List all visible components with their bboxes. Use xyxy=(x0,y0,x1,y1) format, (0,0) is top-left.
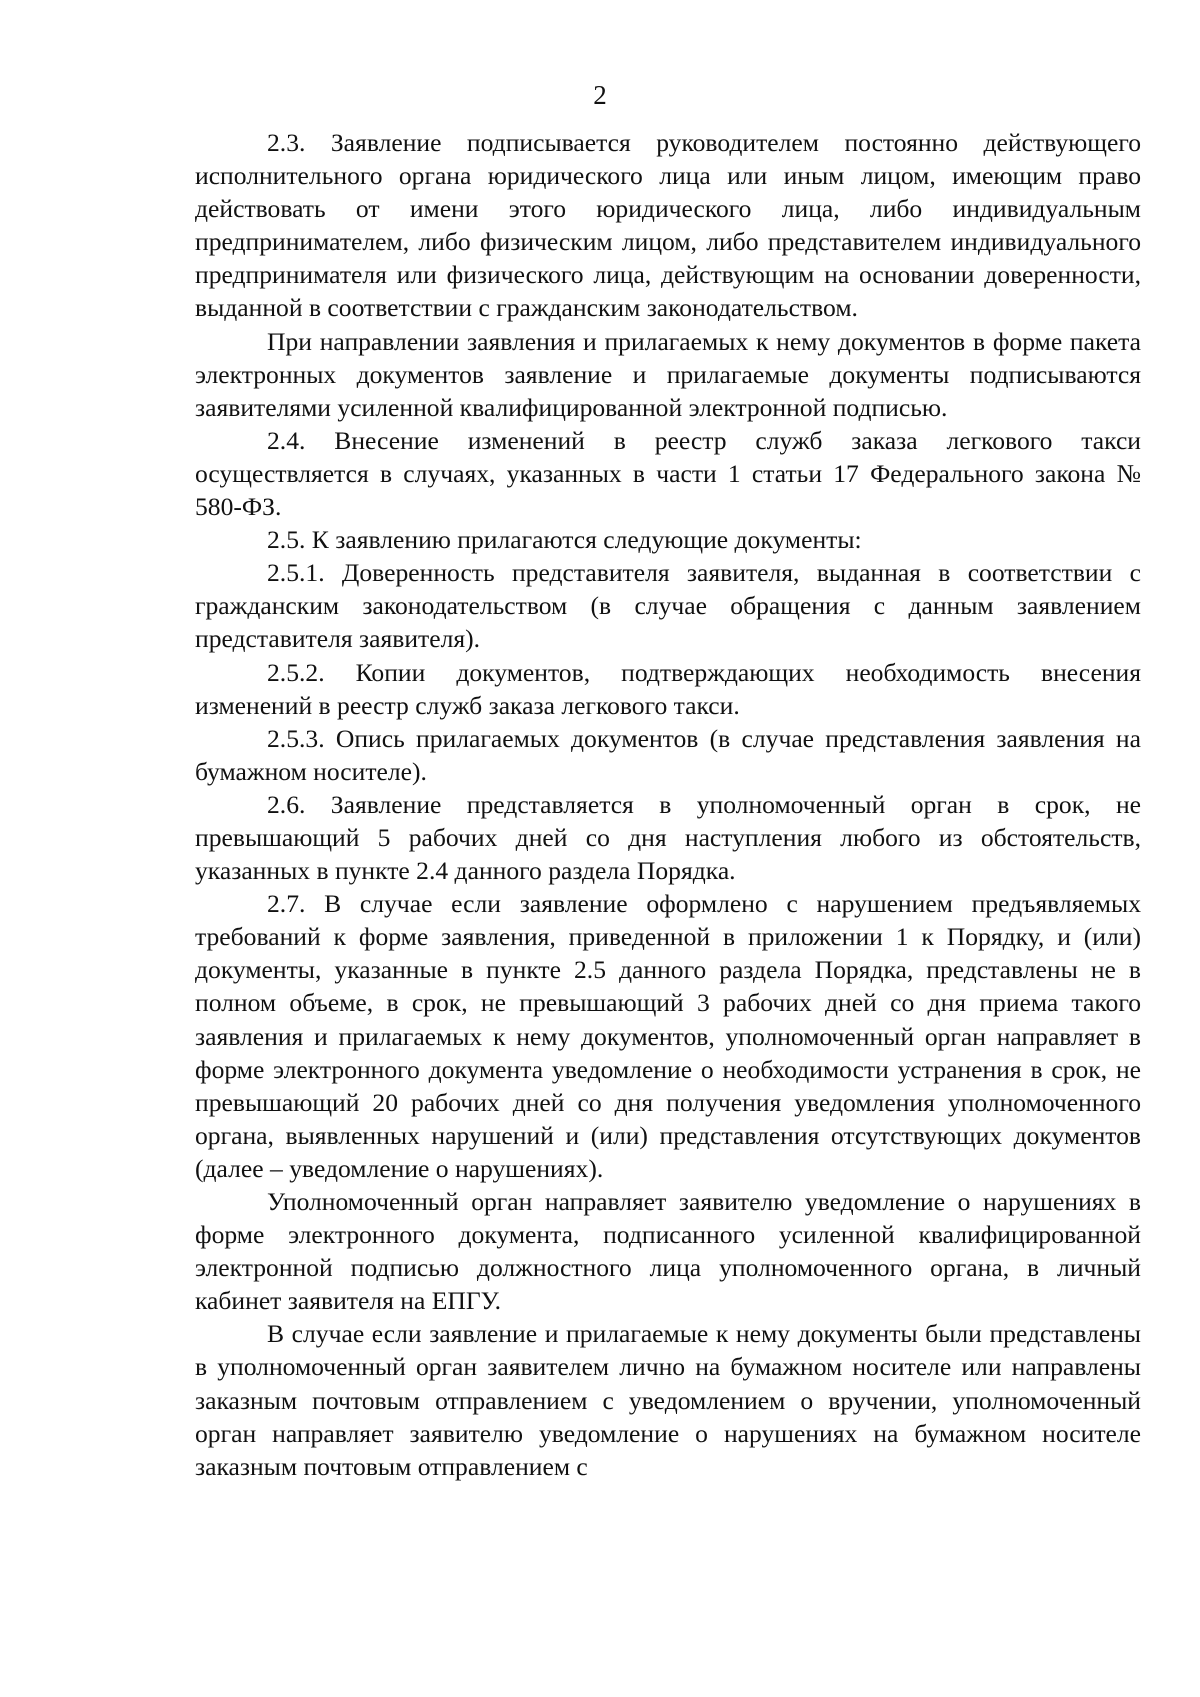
page-number: 2 xyxy=(593,80,607,110)
paragraph-notification-electronic: Уполномоченный орган направляет заявителю уведомление о нарушениях в форме электронного документа, подписанного усиленной квалифицированной электронной подписью должностного лица уполномоченного органа, в личный кабинет заявителя на ЕПГУ. xyxy=(195,1187,1141,1316)
paragraph-electronic-signature: При направлении заявления и прилагаемых к нему документов в форме пакета электронных документов заявление и прилагаемые документы подписываются заявителями усиленной квалифицированной электронной подписью. xyxy=(195,326,1141,422)
paragraph-2-4: 2.4. Внесение изменений в реестр служб заказа легкового такси осуществляется в случаях, указанных в части 1 статьи 17 Федерального закона № 580-ФЗ. xyxy=(195,425,1141,522)
document-body xyxy=(195,126,1141,1483)
paragraph-2-5-2: 2.5.2. Копии документов, подтверждающих необходимость внесения изменений в реестр служб заказа легкового такси. xyxy=(195,657,1141,720)
paragraph-2-5: 2.5. К заявлению прилагаются следующие документы: xyxy=(267,525,862,555)
paragraph-2-5-1: 2.5.1. Доверенность представителя заявителя, выданная в соответствии с гражданским законодательством (в случае обращения с данным заявлением представителя заявителя). xyxy=(195,558,1141,654)
paragraph-2-6: 2.6. Заявление представляется в уполномоченный орган в срок, не превышающий 5 рабочих дней со дня наступления любого из обстоятельств, указанных в пункте 2.4 данного раздела Порядка. xyxy=(195,789,1141,886)
paragraph-2-5-3: 2.5.3. Опись прилагаемых документов (в случае представления заявления на бумажном носителе). xyxy=(195,723,1141,786)
paragraph-2-3: 2.3. Заявление подписывается руководителем постоянно действующего исполнительного органа юридического лица или иным лицом, имеющим право действовать от имени этого юридического лица, либо индивидуальным предпринимателем, либо физическим лицом, либо представителем индивидуального предпринимателя или физического лица, действующим на основании доверенности, выданной в соответствии с гражданским законодательством. xyxy=(195,128,1141,323)
paragraph-2-7: 2.7. В случае если заявление оформлено с нарушением предъявляемых требований к форме заявления, приведенной в приложении 1 к Порядку, и (или) документы, указанные в пункте 2.5 данного раздела Порядка, представлены не в полном объеме, в срок, не превышающий 3 рабочих дней со дня приема такого заявления и прилагаемых к нему документов, уполномоченный орган направляет в форме электронного документа уведомление о необходимости устранения в срок, не превышающий 20 рабочих дней со дня получения уведомления уполномоченного органа, выявленных нарушений и (или) представления отсутствующих документов (далее – уведомление о нарушениях). xyxy=(195,889,1141,1183)
paragraph-notification-paper: В случае если заявление и прилагаемые к нему документы были представлены в уполномоченный орган заявителем лично на бумажном носителе или направлены заказным почтовым отправлением с уведомлением о вручении, уполномоченный орган направляет заявителю уведомление о нарушениях на бумажном носителе заказным почтовым отправлением с xyxy=(195,1319,1141,1481)
